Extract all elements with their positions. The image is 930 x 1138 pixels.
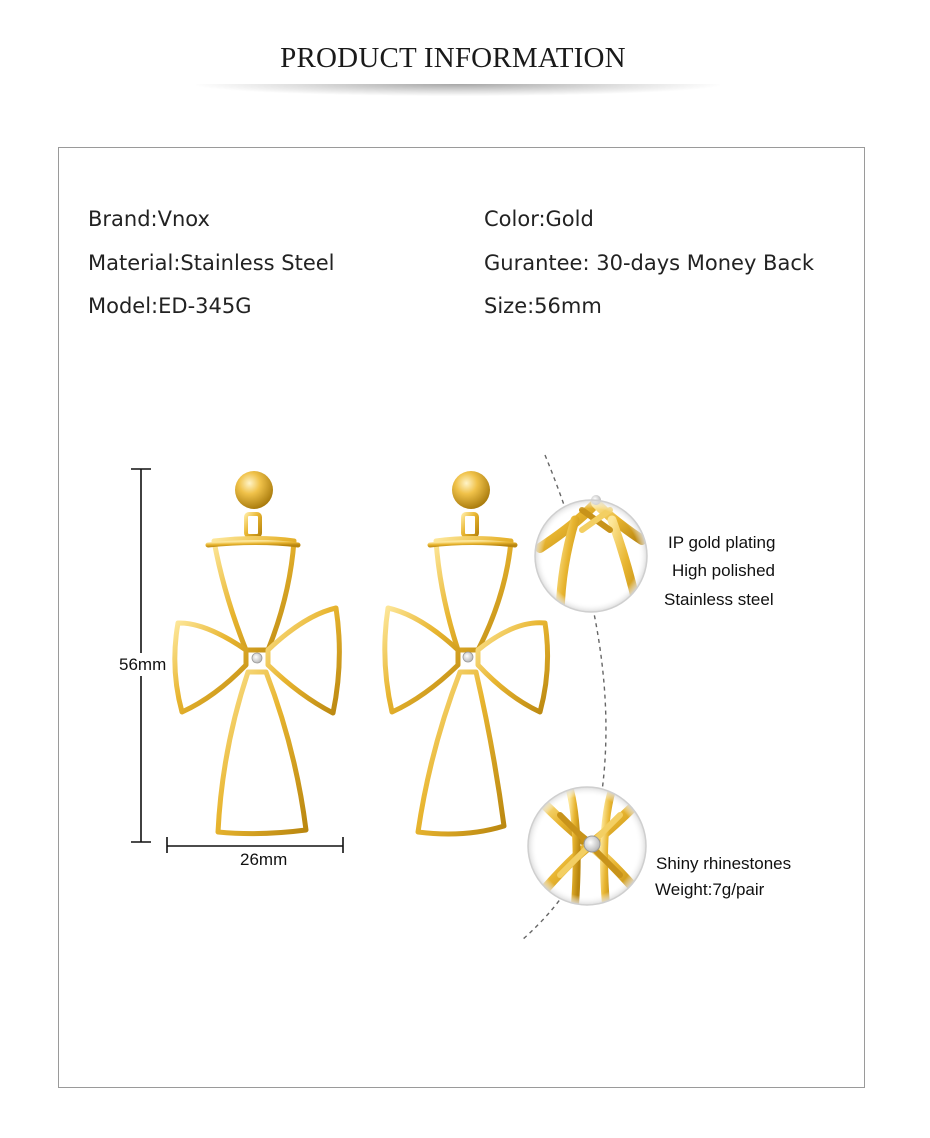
callout-weight: Weight:7g/pair	[655, 880, 765, 899]
callout-ip-gold-plating: IP gold plating	[668, 533, 776, 552]
width-label: 26mm	[240, 850, 288, 869]
spec-brand: Brand:Vnox	[88, 207, 210, 231]
earring-left	[175, 471, 340, 834]
height-label: 56mm	[119, 655, 167, 674]
spec-material: Material:Stainless Steel	[88, 251, 335, 275]
spec-model: Model:ED-345G	[88, 294, 252, 318]
callout-shiny-rhinestones: Shiny rhinestones	[656, 854, 792, 873]
spec-guarantee: Gurantee: 30-days Money Back	[484, 251, 815, 275]
spec-size: Size:56mm	[484, 294, 602, 318]
detail-circle-top	[535, 495, 647, 620]
detail-circle-bottom	[528, 787, 646, 905]
callout-high-polished: High polished	[672, 561, 776, 580]
earring-right	[385, 471, 548, 834]
callout-stainless-steel: Stainless steel	[664, 590, 774, 609]
page-title: PRODUCT INFORMATION	[280, 42, 626, 74]
spec-color: Color:Gold	[484, 207, 594, 231]
